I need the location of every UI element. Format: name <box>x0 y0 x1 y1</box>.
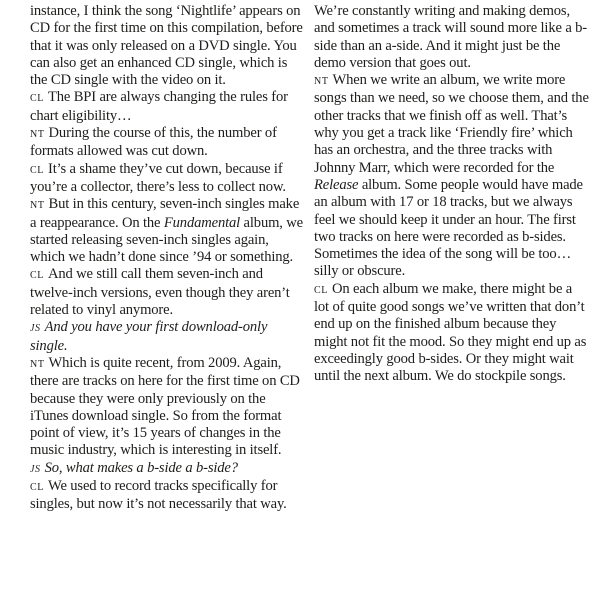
paragraph <box>30 266 304 319</box>
paragraph-text: When we write an album, we write more songs than we need, so we choose them, and the other tracks that we finish off as well. That’s why you get a track like ‘Friendly fire’ which has an orchestra, and the three tracks with Johnny Marr, which were recorded for the <box>314 72 589 176</box>
paragraph <box>30 355 304 460</box>
paragraph-text: But in this century, seven-inch singles make a reappearance. On the <box>30 196 300 231</box>
speaker-tag: NT <box>30 358 45 370</box>
paragraph-text: It’s a shame they’ve cut down, because if you’re a collector, there’s less to collect now. <box>30 160 286 195</box>
question <box>30 460 304 478</box>
album-title: Release <box>314 176 359 193</box>
paragraph <box>30 125 304 161</box>
question <box>30 319 304 355</box>
paragraph-text: During the course of this, the number of formats allowed was cut down. <box>30 125 277 160</box>
speaker-tag: CL <box>30 164 44 176</box>
paragraph <box>314 3 590 72</box>
speaker-tag: NT <box>314 76 329 88</box>
question-text: So, what makes a b-side a b-side? <box>44 459 238 476</box>
paragraph <box>30 3 304 89</box>
right-column <box>314 3 590 386</box>
paragraph-text: We’re constantly writing and making demos, and sometimes a track will sound more like a b-side than an a-side. And it might just be the demo version that goes out. <box>314 3 587 71</box>
paragraph-text: Which is quite recent, from 2009. Again, there are tracks on here for the first time on CD because they were only previously on the iTunes download single. So from the format point of view, it’s 15 years of changes in the music industry, which is interesting in itself. <box>30 354 300 459</box>
paragraph <box>30 89 304 125</box>
paragraph <box>314 72 590 281</box>
speaker-tag: NT <box>30 200 45 212</box>
speaker-tag: CL <box>30 270 44 282</box>
paragraph-text: The BPI are always changing the rules for chart eligibility… <box>30 89 288 124</box>
speaker-tag: CL <box>314 284 328 296</box>
paragraph <box>30 161 304 197</box>
paragraph-text: album, we started releasing seven-inch singles again, which we hadn’t done since ’94 or something. <box>30 214 304 266</box>
speaker-tag: CL <box>30 93 44 105</box>
question-text: And you have your first download-only single. <box>30 319 268 354</box>
paragraph <box>314 281 590 386</box>
left-column <box>30 3 304 514</box>
paragraph-text: And we still call them seven-inch and twelve-inch versions, even though they aren’t related to vinyl anymore. <box>30 266 290 319</box>
paragraph <box>30 196 304 266</box>
album-title: Fundamental <box>163 214 241 231</box>
paragraph-text: On each album we make, there might be a lot of quite good songs we’ve written that don’t end up on the finished album because they might not fit the mood. So they might end up as exceedingly good b-sides. Or they might wait until the next album. We do stockpile songs. <box>314 280 587 385</box>
speaker-tag: JS <box>30 463 41 475</box>
speaker-tag: JS <box>30 323 41 335</box>
speaker-tag: NT <box>30 129 45 141</box>
paragraph-text: instance, I think the song ‘Nightlife’ appears on CD for the first time on this compilation, before that it was only released on a DVD single. You can also get an enhanced CD single, which is the CD single with the video on it. <box>30 3 303 89</box>
speaker-tag: CL <box>30 482 44 494</box>
paragraph-text: album. Some people would have made an album with 17 or 18 tracks, but we always feel we should keep it under an hour. The first two tracks on here were recorded as b-sides. Sometimes the idea of the song will be too…silly or obscure. <box>314 176 583 280</box>
paragraph-text: We used to record tracks specifically for singles, but now it’s not necessarily that way. <box>30 478 287 513</box>
paragraph <box>30 478 304 514</box>
